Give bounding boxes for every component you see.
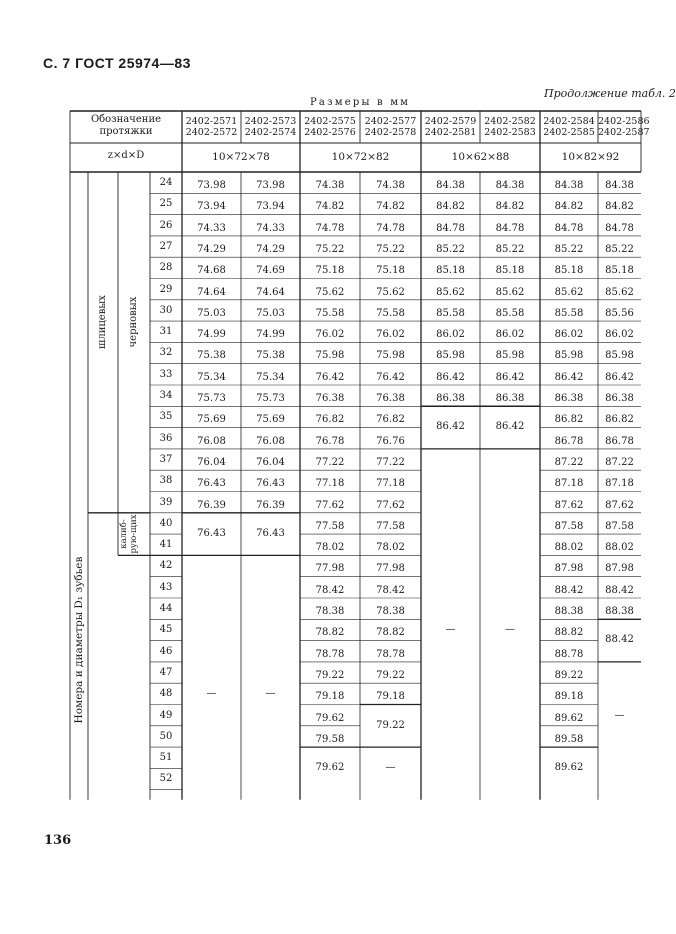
table-cell: 86.42 <box>436 371 465 383</box>
table-cell: 85.18 <box>495 265 525 277</box>
table-cell: 74.99 <box>256 329 285 341</box>
table-cell: 85.18 <box>436 265 465 277</box>
table-cell: 76.04 <box>197 456 226 468</box>
table-cell: 79.18 <box>315 691 345 703</box>
table-cell: 84.82 <box>554 201 584 213</box>
row-number: 39 <box>159 496 173 508</box>
row-number: 44 <box>159 603 173 614</box>
designation-code: 2402-2584 <box>543 116 595 127</box>
dimension-label: 10×72×82 <box>331 151 390 163</box>
row-number: 29 <box>159 283 173 295</box>
table-cell: 74.29 <box>256 243 285 255</box>
table-cell: 85.22 <box>605 243 634 255</box>
table-cell: 76.04 <box>256 456 285 468</box>
table-cell: 77.22 <box>376 456 405 468</box>
table-cell: 73.98 <box>256 180 285 191</box>
row-number: 47 <box>159 666 173 678</box>
table-cell: 88.38 <box>554 606 584 617</box>
row-number: 43 <box>159 581 173 593</box>
row-number: 34 <box>159 390 173 401</box>
table-cell: 75.98 <box>315 350 345 362</box>
table-cell: 73.94 <box>197 201 226 213</box>
table-cell: 74.82 <box>376 201 405 213</box>
table-cell: 76.43 <box>256 527 285 539</box>
dimension-label: 10×62×88 <box>451 151 510 163</box>
table-cell: 76.02 <box>376 329 405 341</box>
table-cell: 88.02 <box>554 542 584 554</box>
table-cell: 77.18 <box>376 478 405 490</box>
table-cell: 79.22 <box>376 669 405 681</box>
table-cell: 85.18 <box>605 265 634 277</box>
table-cell: 75.62 <box>376 286 405 298</box>
table-cell: 84.38 <box>436 180 465 191</box>
table-cell: 86.42 <box>605 371 634 383</box>
table-cell: — <box>614 709 625 721</box>
table-cell: 77.62 <box>376 499 405 511</box>
row-number: 40 <box>159 517 173 529</box>
table-cell: 87.98 <box>554 563 584 575</box>
table-cell: 78.02 <box>376 542 405 554</box>
table-cell: 85.98 <box>436 350 465 362</box>
designation-label: Обозначение протяжки <box>90 114 162 137</box>
row-number: 25 <box>159 198 173 210</box>
table-cell: 86.82 <box>605 414 634 426</box>
designation-code: 2402-2585 <box>543 127 595 138</box>
table-cell: 75.69 <box>256 414 285 426</box>
table-cell: 88.38 <box>605 606 634 617</box>
row-number: 26 <box>159 219 173 231</box>
table-cell: 78.82 <box>315 627 345 639</box>
table-cell: 74.38 <box>315 180 345 191</box>
designation-code: 2402-2582 <box>484 116 536 127</box>
row-number: 38 <box>159 475 173 487</box>
designation-code: 2402-2581 <box>424 127 477 138</box>
table-cell: 74.38 <box>376 180 405 191</box>
designation-code: 2402-2578 <box>364 127 417 138</box>
table-cell: 76.02 <box>315 329 345 341</box>
table-cell: 87.22 <box>605 456 634 468</box>
table-cell: 75.62 <box>315 286 345 298</box>
table-cell: — <box>265 688 276 700</box>
table-cell: 75.58 <box>315 307 345 319</box>
table-cell: 88.82 <box>554 627 584 639</box>
designation-code: 2402-2575 <box>304 116 356 127</box>
page-header: С. 7 ГОСТ 25974—83 <box>43 55 191 71</box>
row-number: 48 <box>159 688 173 700</box>
row-number: 50 <box>159 730 173 742</box>
table-cell: 77.98 <box>315 563 345 575</box>
table-cell: 75.73 <box>197 393 226 404</box>
table-cell: 84.78 <box>495 222 525 234</box>
tooth-numbers-label: Номера и диаметры D₁ зубьев <box>73 556 85 724</box>
table-cell: 84.78 <box>436 222 465 234</box>
table-cell: 73.94 <box>256 201 285 213</box>
designation-code: 2402-2574 <box>244 127 297 138</box>
table-cell: 76.82 <box>315 414 345 426</box>
table-cell: 86.78 <box>605 435 634 447</box>
table-cell: 75.98 <box>376 350 405 362</box>
table-cell: 76.08 <box>197 435 226 447</box>
table-cell: 79.18 <box>376 691 405 703</box>
table-cell: 75.58 <box>376 307 405 319</box>
table-cell: 79.62 <box>315 762 345 774</box>
table-cell: 74.64 <box>256 286 285 298</box>
table-cell: 76.39 <box>197 499 226 511</box>
table-cell: 85.58 <box>436 307 465 319</box>
row-number: 35 <box>159 411 173 423</box>
table-cell: 89.58 <box>554 733 584 745</box>
spline-label: шлицевых <box>97 295 108 349</box>
designation-code: 2402-2573 <box>244 116 297 127</box>
row-number: 45 <box>159 624 173 636</box>
table-cell: 76.43 <box>256 478 285 490</box>
table-cell: 79.22 <box>376 719 405 731</box>
row-number: 32 <box>159 347 173 359</box>
table-cell: 79.58 <box>315 733 345 745</box>
table-cell: 86.02 <box>605 329 634 341</box>
table-cell: 89.62 <box>554 712 584 724</box>
table-cell: 77.58 <box>376 520 405 532</box>
table-cell: 75.03 <box>256 307 285 319</box>
table-cell: 74.33 <box>197 222 226 234</box>
table-cell: 87.62 <box>554 499 584 511</box>
table-cell: 85.58 <box>554 307 584 319</box>
table-cell: 89.18 <box>554 691 584 703</box>
table-cell: 85.98 <box>605 350 634 362</box>
table-cell: 75.69 <box>197 414 226 426</box>
table-cell: 85.58 <box>495 307 525 319</box>
row-number: 42 <box>159 560 173 572</box>
table-cell: 79.22 <box>315 669 345 681</box>
dimension-label: 10×82×92 <box>561 151 620 163</box>
table-cell: 78.78 <box>376 648 405 660</box>
table-cell: — <box>505 624 515 636</box>
table-cell: 74.69 <box>256 265 285 277</box>
table-cell: 77.58 <box>315 520 345 532</box>
designation-code: 2402-2586 <box>598 116 650 127</box>
table-cell: 84.38 <box>495 180 525 191</box>
calibrating-label: калиб-рую-щих <box>119 514 139 554</box>
table-cell: 84.38 <box>605 180 634 191</box>
table-cell: 76.38 <box>376 393 405 404</box>
table-cell: 85.62 <box>436 286 465 298</box>
designation-code: 2402-2577 <box>364 116 417 127</box>
row-number: 46 <box>159 645 173 657</box>
designation-code: 2402-2576 <box>304 127 356 138</box>
table-cell: 75.34 <box>197 371 226 383</box>
table-cell: 76.08 <box>256 435 285 447</box>
designation-code: 2402-2572 <box>185 127 238 138</box>
table-cell: 85.22 <box>495 243 525 255</box>
table-cell: 76.42 <box>315 371 345 383</box>
table-cell: 75.38 <box>197 350 226 362</box>
table-cell: 78.78 <box>315 648 345 660</box>
table-cell: 85.56 <box>605 307 634 319</box>
table-cell: 86.42 <box>495 371 525 383</box>
table-cell: 85.62 <box>554 286 584 298</box>
table-cell: 88.02 <box>605 542 634 554</box>
table-cell: 73.98 <box>197 180 226 191</box>
table-cell: 76.43 <box>197 527 226 539</box>
table-cell: 86.02 <box>554 329 584 341</box>
table-cell: 86.42 <box>436 421 465 433</box>
table-cell: 86.42 <box>495 421 525 433</box>
table-cell: 74.82 <box>315 201 345 213</box>
table-cell: 79.62 <box>315 712 345 724</box>
row-number: 49 <box>159 709 173 721</box>
table-cell: 85.62 <box>495 286 525 298</box>
table-cell: 86.78 <box>554 435 584 447</box>
table-cell: 75.18 <box>315 265 345 277</box>
table-cell: 87.18 <box>554 478 584 490</box>
table-cell: 88.42 <box>554 584 584 596</box>
row-number: 36 <box>159 432 173 444</box>
table-cell: 76.43 <box>197 478 226 490</box>
table-cell: 76.82 <box>376 414 405 426</box>
designation-code: 2402-2587 <box>598 127 650 138</box>
row-number: 41 <box>159 539 173 551</box>
table-cell: 76.42 <box>376 371 405 383</box>
table-cell: 78.42 <box>315 584 345 596</box>
table-cell: 87.62 <box>605 499 634 511</box>
table-cell: 87.58 <box>605 520 634 532</box>
table-cell: — <box>385 762 396 774</box>
table-continuation-note: Продолжение табл. 2 <box>544 87 676 100</box>
table-cell: 86.38 <box>495 393 525 404</box>
table-cell: 75.22 <box>315 243 345 255</box>
table-cell: 75.22 <box>376 243 405 255</box>
table-cell: 78.38 <box>315 606 345 617</box>
table-cell: 85.98 <box>495 350 525 362</box>
table-cell: 86.38 <box>605 393 634 404</box>
designation-code: 2402-2571 <box>185 116 238 127</box>
table-cell: 76.78 <box>315 435 345 447</box>
table-cell: 86.82 <box>554 414 584 426</box>
table-cell: 86.02 <box>436 329 465 341</box>
row-number: 37 <box>159 453 173 465</box>
designation-code: 2402-2583 <box>484 127 536 138</box>
table-cell: 78.42 <box>376 584 405 596</box>
table-cell: 78.82 <box>376 627 405 639</box>
table-cell: 85.98 <box>554 350 584 362</box>
table-cell: 74.33 <box>256 222 285 234</box>
table-cell: 77.62 <box>315 499 345 511</box>
row-number: 27 <box>159 240 173 252</box>
table-cell: 85.22 <box>436 243 465 255</box>
table-cell: — <box>206 688 217 700</box>
row-number: 30 <box>159 304 173 316</box>
table-cell: 84.78 <box>605 222 634 234</box>
table-cell: 76.76 <box>376 435 405 447</box>
sizes-caption: Размеры в мм <box>310 97 411 108</box>
table-cell: 84.38 <box>554 180 584 191</box>
table-cell: 89.62 <box>554 762 584 774</box>
table-cell: 74.78 <box>376 222 405 234</box>
table-cell: 89.22 <box>554 669 584 681</box>
table-cell: 84.82 <box>495 201 525 213</box>
table-cell: 87.22 <box>554 456 584 468</box>
table-cell: 75.38 <box>256 350 285 362</box>
table-cell: 84.82 <box>605 201 634 213</box>
row-number: 24 <box>159 177 173 188</box>
page-number: 136 <box>44 833 72 848</box>
table-cell: 75.73 <box>256 393 285 404</box>
table-cell: 77.22 <box>315 456 345 468</box>
rough-label: черновых <box>128 296 139 348</box>
table-cell: 84.82 <box>436 201 465 213</box>
table-cell: 85.22 <box>554 243 584 255</box>
table-cell: 74.68 <box>197 265 226 277</box>
table-cell: 78.02 <box>315 542 345 554</box>
row-number: 52 <box>159 773 173 785</box>
table-cell: 74.99 <box>197 329 226 341</box>
table-cell: 75.18 <box>376 265 405 277</box>
table-cell: 88.42 <box>605 634 634 646</box>
zdD-label: z×d×D <box>107 150 145 161</box>
table-cell: 87.18 <box>605 478 634 490</box>
designation-code: 2402-2579 <box>424 116 477 127</box>
table-cell: 86.02 <box>495 329 525 341</box>
table-cell: 74.78 <box>315 222 345 234</box>
table-cell: 85.62 <box>605 286 634 298</box>
row-number: 33 <box>159 368 173 380</box>
table-cell: 77.18 <box>315 478 345 490</box>
table-cell: 78.38 <box>376 606 405 617</box>
table-cell: 86.42 <box>554 371 584 383</box>
table-cell: 75.03 <box>197 307 226 319</box>
dimension-label: 10×72×78 <box>212 151 270 163</box>
row-number: 31 <box>159 326 173 338</box>
table-cell: 87.58 <box>554 520 584 532</box>
table-cell: 86.38 <box>554 393 584 404</box>
table-cell: 85.18 <box>554 265 584 277</box>
table-cell: 86.38 <box>436 393 465 404</box>
table-cell: — <box>445 624 456 636</box>
table-cell: 76.38 <box>315 393 345 404</box>
table-cell: 76.39 <box>256 499 285 511</box>
table-cell: 87.98 <box>605 563 634 575</box>
table-cell: 74.29 <box>197 243 226 255</box>
row-number: 28 <box>159 262 173 274</box>
table-cell: 88.78 <box>554 648 584 660</box>
table-cell: 77.98 <box>376 563 405 575</box>
table-cell: 88.42 <box>605 584 634 596</box>
table-cell: 84.78 <box>554 222 584 234</box>
table-cell: 74.64 <box>197 286 226 298</box>
table-cell: 75.34 <box>256 371 285 383</box>
row-number: 51 <box>159 752 173 764</box>
